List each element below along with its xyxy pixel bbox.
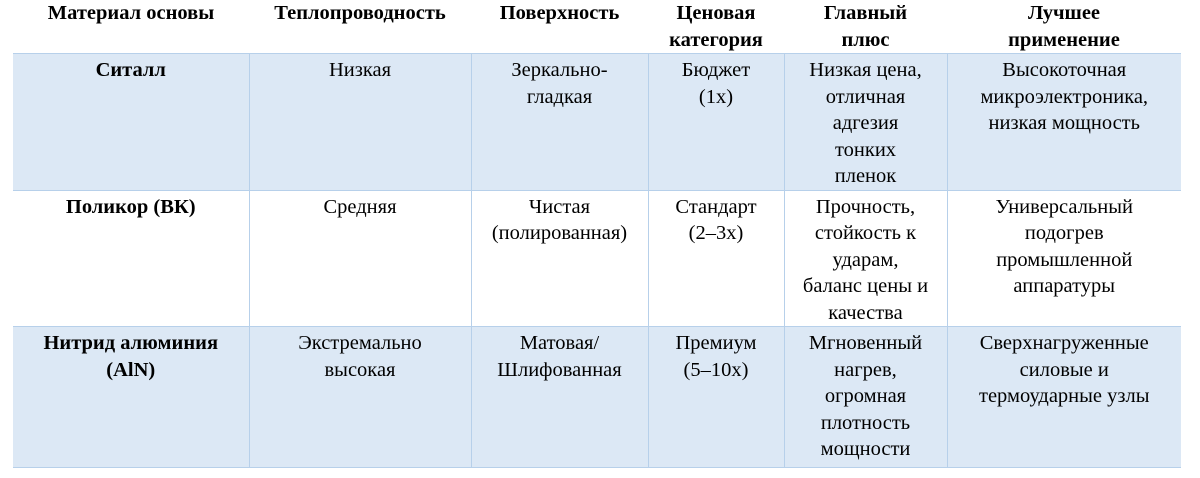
header-surface: Поверхность (471, 0, 648, 54)
table-row (13, 327, 1181, 468)
header-price-category: Ценовая категория (648, 0, 784, 54)
application-cell: Универсальный подогрев промышленной аппаратуры (947, 190, 1181, 327)
table-row (13, 54, 1181, 191)
material-cell: Поликор (ВК) (13, 190, 249, 327)
advantage-cell: Прочность, стойкость к ударам, баланс цены и качества (784, 190, 947, 327)
header-row (13, 0, 1181, 54)
header-main-advantage: Главный плюс (784, 0, 947, 54)
conductivity-cell: Экстремально высокая (249, 327, 471, 468)
advantage-cell: Низкая цена, отличная адгезия тонких пленок (784, 54, 947, 191)
table-row (13, 190, 1181, 327)
table-body (13, 54, 1181, 468)
price-cell: Стандарт (2–3x) (648, 190, 784, 327)
material-cell: Нитрид алюминия (AlN) (13, 327, 249, 468)
application-cell: Сверхнагруженные силовые и термоударные узлы (947, 327, 1181, 468)
comparison-table (13, 0, 1181, 468)
advantage-cell: Мгновенный нагрев, огромная плотность мощности (784, 327, 947, 468)
material-cell: Ситалл (13, 54, 249, 191)
price-cell: Премиум (5–10x) (648, 327, 784, 468)
header-conductivity: Теплопроводность (249, 0, 471, 54)
conductivity-cell: Низкая (249, 54, 471, 191)
surface-cell: Зеркально- гладкая (471, 54, 648, 191)
application-cell: Высокоточная микроэлектроника, низкая мощность (947, 54, 1181, 191)
surface-cell: Матовая/ Шлифованная (471, 327, 648, 468)
table-header (13, 0, 1181, 54)
conductivity-cell: Средняя (249, 190, 471, 327)
header-best-application: Лучшее применение (947, 0, 1181, 54)
header-material: Материал основы (13, 0, 249, 54)
surface-cell: Чистая (полированная) (471, 190, 648, 327)
price-cell: Бюджет (1x) (648, 54, 784, 191)
